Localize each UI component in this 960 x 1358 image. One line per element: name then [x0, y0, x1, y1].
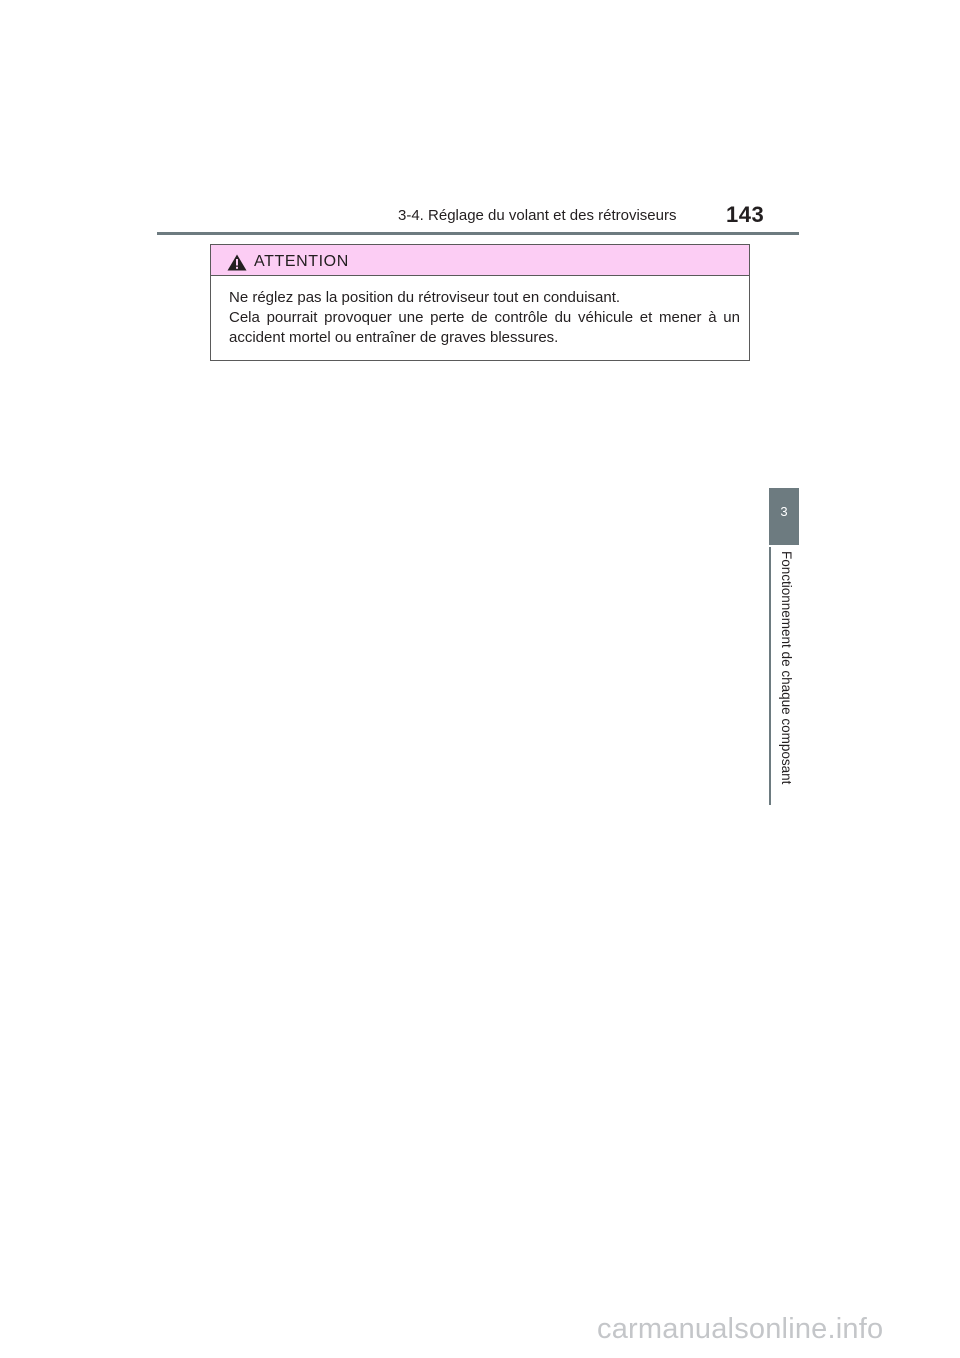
caution-line: Ne réglez pas la position du rétroviseur tout en conduisant. [229, 289, 621, 306]
warning-triangle-icon [227, 254, 247, 271]
chapter-tab [769, 488, 799, 545]
page-number: 143 [726, 202, 765, 227]
watermark: carmanualsonline.info [597, 1313, 884, 1345]
chapter-title: Fonctionnement de chaque composant [779, 551, 794, 785]
caution-title: ATTENTION [254, 253, 349, 270]
chapter-number: 3 [780, 504, 788, 519]
section-title: 3-4. Réglage du volant et des rétroviseurs [398, 207, 677, 224]
chapter-label-tab [769, 547, 799, 805]
header-divider [157, 232, 799, 235]
caution-body [229, 288, 740, 348]
caution-header [211, 245, 749, 276]
caution-line: Cela pourrait provoquer une perte de contrôle du véhicule et mener à un accident mortel ou entraîner de graves blessures. [229, 309, 740, 346]
caution-box [210, 244, 750, 361]
